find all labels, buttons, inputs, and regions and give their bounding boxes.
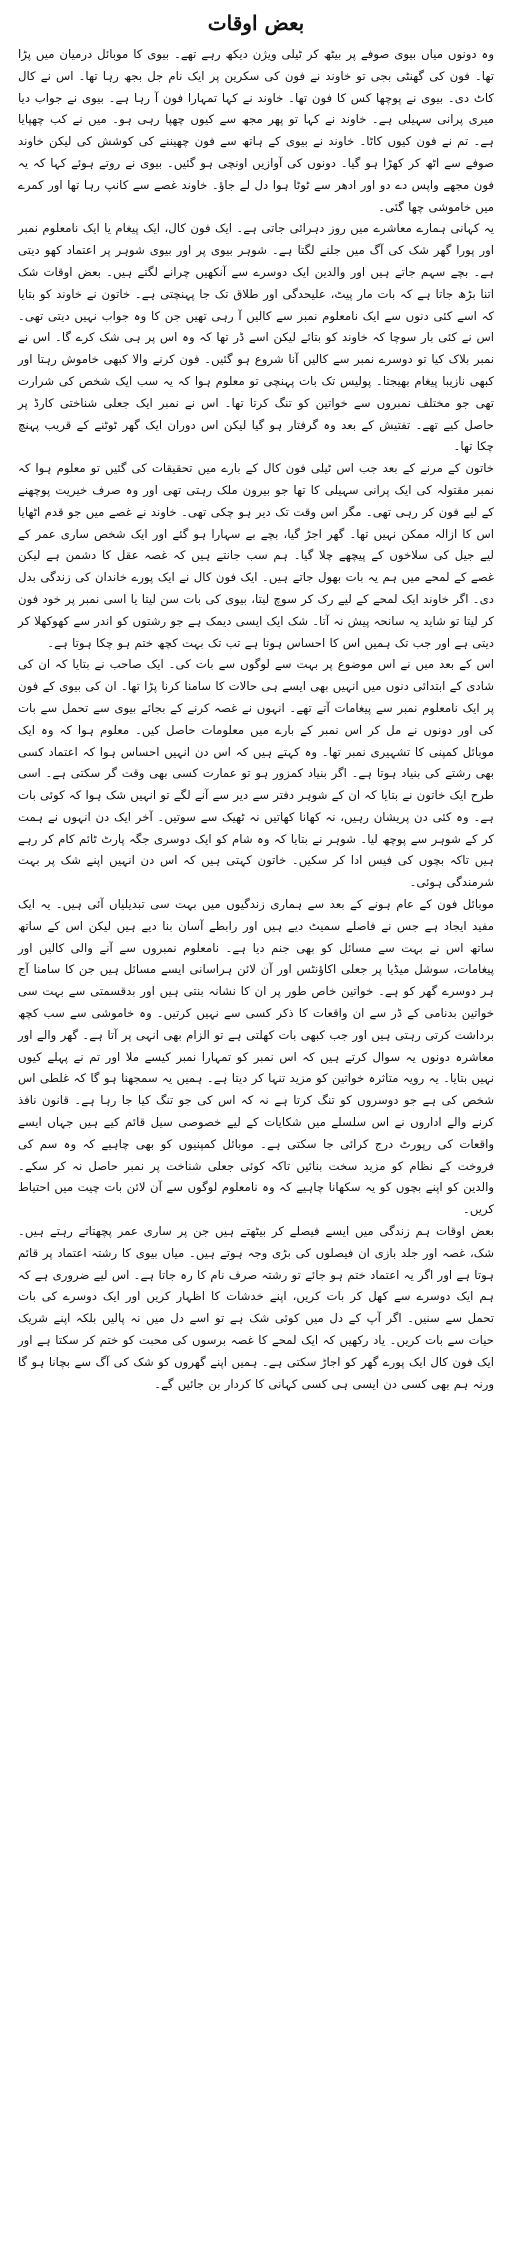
article-paragraph: موبائل فون کے عام ہونے کے بعد سے ہماری زندگیوں میں بہت سی تبدیلیاں آئی ہیں۔ یہ ایک مفید ایجاد ہے جس نے فاصلے سمیٹ دیے ہیں اور رابطے آسان بنا دیے ہیں لیکن اس کے ساتھ ساتھ اس نے بہت سے مسائل کو بھی جنم دیا ہے۔ نامعلوم نمبروں سے آنے والی کالیں اور پیغامات، سوشل میڈیا پر جعلی اکاؤنٹس اور آن لائن ہراسانی ایسے مسائل ہیں جن کا سامنا آج ہر دوسرے گھر کو ہے۔ خواتین خاص طور پر ان کا نشانہ بنتی ہیں اور بدقسمتی سے بہت سی خواتین بدنامی کے ڈر سے ان واقعات کا ذکر کسی سے نہیں کرتیں۔ وہ خاموشی سے سب کچھ برداشت کرتی رہتی ہیں اور جب کبھی بات کھلتی ہے تو الزام بھی انہی پر آتا ہے۔ گھر والے اور معاشرہ دونوں یہ سوال کرتے ہیں کہ اس نمبر کو تمہارا نمبر کیسے ملا اور تم نے پہلے کیوں نہیں بتایا۔ یہ رویہ متاثرہ خواتین کو مزید تنہا کر دیتا ہے۔ ہمیں یہ سمجھنا ہو گا کہ غلطی اس شخص کی ہے جو دوسروں کو تنگ کرتا ہے نہ کہ اس کی جو تنگ کیا جا رہا ہے۔ قانون نافذ کرنے والے اداروں نے اس سلسلے میں شکایات کے لیے خصوصی سیل قائم کیے ہیں جہاں ایسے واقعات کی رپورٹ درج کرائی جا سکتی ہے۔ موبائل کمپنیوں کو بھی چاہیے کہ وہ سم کی فروخت کے نظام کو مزید سخت بنائیں تاکہ کوئی جعلی شناخت پر نمبر حاصل نہ کر سکے۔ والدین کو اپنے بچوں کو یہ سکھانا چاہیے کہ وہ نامعلوم لوگوں سے آن لائن بات چیت میں احتیاط کریں۔ (18, 897, 494, 1217)
article-paragraph: خاتون کے مرنے کے بعد جب اس ٹیلی فون کال کے بارے میں تحقیقات کی گئیں تو معلوم ہوا کہ نمبر مقتولہ کی ایک پرانی سہیلی کا تھا جو بیرون ملک رہتی تھی اور وہ صرف خیریت پوچھنے کے لیے فون کر رہی تھی۔ مگر اس وقت تک دیر ہو چکی تھی۔ خاوند نے غصے میں جو قدم اٹھایا اس کا ازالہ ممکن نہیں تھا۔ گھر اجڑ گیا، بچے بے سہارا ہو گئے اور ایک شخص ساری عمر کے لیے جیل کی سلاخوں کے پیچھے چلا گیا۔ ہم سب جانتے ہیں کہ غصہ عقل کا دشمن ہے لیکن غصے کے لمحے میں ہم یہ بات بھول جاتے ہیں۔ ایک فون کال نے ایک پورے خاندان کی زندگی بدل دی۔ اگر خاوند ایک لمحے کے لیے رک کر سوچ لیتا، بیوی کی بات سن لیتا یا اسی نمبر پر خود فون کر لیتا تو شاید یہ سانحہ پیش نہ آتا۔ شک ایک ایسی دیمک ہے جو رشتوں کو اندر سے کھوکھلا کر دیتی ہے اور جب تک ہمیں اس کا احساس ہوتا ہے تب تک بہت کچھ ختم ہو چکا ہوتا ہے۔ (18, 461, 494, 650)
article-paragraph: اس کے بعد میں نے اس موضوع پر بہت سے لوگوں سے بات کی۔ ایک صاحب نے بتایا کہ ان کی شادی کے ابتدائی دنوں میں انہیں بھی ایسے ہی حالات کا سامنا کرنا پڑا تھا۔ ان کی بیوی کے فون پر ایک نامعلوم نمبر سے پیغامات آتے تھے۔ انہوں نے غصہ کرنے کے بجائے بیوی سے تحمل سے بات کی اور دونوں نے مل کر اس نمبر کے بارے میں معلومات حاصل کیں۔ معلوم ہوا کہ وہ ایک موبائل کمپنی کا تشہیری نمبر تھا۔ وہ کہتے ہیں کہ اس دن انہیں احساس ہوا کہ اعتماد کسی بھی رشتے کی بنیاد ہوتا ہے۔ اگر بنیاد کمزور ہو تو عمارت کسی بھی وقت گر سکتی ہے۔ اسی طرح ایک خاتون نے بتایا کہ ان کے شوہر دفتر سے دیر سے آنے لگے تو انہیں شک ہوا کہ کوئی بات ہے۔ وہ کئی دن پریشان رہیں، نہ کھانا کھاتیں نہ ٹھیک سے سوتیں۔ آخر ایک دن انہوں نے ہمت کر کے شوہر سے پوچھ لیا۔ شوہر نے بتایا کہ وہ شام کو ایک دوسری جگہ پارٹ ٹائم کام کر رہے ہیں تاکہ بچوں کی فیس ادا کر سکیں۔ خاتون کہتی ہیں کہ اس دن انہیں اپنے شک پر بہت شرمندگی ہوئی۔ (18, 657, 494, 890)
article-paragraph: یہ کہانی ہمارے معاشرے میں روز دہرائی جاتی ہے۔ ایک فون کال، ایک پیغام یا ایک نامعلوم نمبر اور پورا گھر شک کی آگ میں جلنے لگتا ہے۔ شوہر بیوی پر اور بیوی شوہر پر اعتماد کھو دیتی ہے۔ بچے سہم جاتے ہیں اور والدین ایک دوسرے سے آنکھیں چرانے لگتے ہیں۔ بعض اوقات شک اتنا بڑھ جاتا ہے کہ بات مار پیٹ، علیحدگی اور طلاق تک جا پہنچتی ہے۔ خاتون نے خاوند کو بتایا کہ اسے کئی دنوں سے ایک نامعلوم نمبر سے کالیں آ رہی تھیں جن کا وہ جواب نہیں دیتی تھی۔ اس نے کئی بار سوچا کہ خاوند کو بتائے لیکن اسے ڈر تھا کہ وہ اس پر ہی شک کرے گا۔ اس نے نمبر بلاک کیا تو دوسرے نمبر سے کالیں آنا شروع ہو گئیں۔ فون کرنے والا کبھی خاموش رہتا اور کبھی نازیبا پیغام بھیجتا۔ پولیس تک بات پہنچی تو معلوم ہوا کہ یہ سب ایک شخص کی شرارت تھی جو مختلف نمبروں سے خواتین کو تنگ کرتا تھا۔ اس نے نمبر ایک جعلی شناختی کارڈ پر حاصل کیے تھے۔ تفتیش کے بعد وہ گرفتار ہو گیا لیکن اس دوران ایک گھر ٹوٹنے کے قریب پہنچ چکا تھا۔ (18, 221, 494, 454)
article-paragraph: بعض اوقات ہم زندگی میں ایسے فیصلے کر بیٹھتے ہیں جن پر ساری عمر پچھتاتے رہتے ہیں۔ شک، غصہ اور جلد بازی ان فیصلوں کی بڑی وجہ ہوتے ہیں۔ میاں بیوی کا رشتہ اعتماد پر قائم ہوتا ہے اور اگر یہ اعتماد ختم ہو جائے تو رشتہ صرف نام کا رہ جاتا ہے۔ اس لیے ضروری ہے کہ ہم ایک دوسرے سے کھل کر بات کریں، اپنے خدشات کا اظہار کریں اور ایک دوسرے کی بات تحمل سے سنیں۔ اگر آپ کے دل میں کوئی شک ہے تو اسے دل میں نہ پالیں بلکہ اپنے شریک حیات سے بات کریں۔ یاد رکھیں کہ ایک لمحے کا غصہ برسوں کی محبت کو ختم کر سکتا ہے اور ایک فون کال ایک پورے گھر کو اجاڑ سکتی ہے۔ ہمیں اپنے گھروں کو شک کی آگ سے بچانا ہو گا ورنہ ہم بھی کسی دن ایسی ہی کسی کہانی کا کردار بن جائیں گے۔ (18, 1224, 494, 1391)
article-paragraph: وہ دونوں میاں بیوی صوفے پر بیٹھ کر ٹیلی ویژن دیکھ رہے تھے۔ بیوی کا موبائل درمیان میں پڑا تھا۔ فون کی گھنٹی بجی تو خاوند نے فون کی سکرین پر ایک نام جل بجھ رہا تھا۔ اس نے کال کاٹ دی۔ بیوی نے پوچھا کس کا فون تھا۔ خاوند نے کہا تمہارا فون آ رہا ہے۔ بیوی نے جواب دیا میری پرانی سہیلی ہے۔ خاوند نے کہا تو پھر مجھ سے کیوں چھپا رہی ہو۔ میں نے کب چھپایا ہے۔ تم نے فون کیوں کاٹا۔ خاوند نے بیوی کے ہاتھ سے فون چھیننے کی کوشش کی لیکن خاوند صوفے سے اٹھ کر کھڑا ہو گیا۔ دونوں کی آوازیں اونچی ہو گئیں۔ بیوی نے روتے ہوئے کہا کہ یہ فون مجھے واپس دے دو اور ادھر سے ٹوٹا ہوا دل لے جاؤ۔ خاوند غصے سے کانپ رہا تھا اور کمرے میں خاموشی چھا گئی۔ (18, 47, 494, 214)
column-title: بعض اوقات (207, 11, 305, 35)
article-body (18, 44, 494, 1395)
